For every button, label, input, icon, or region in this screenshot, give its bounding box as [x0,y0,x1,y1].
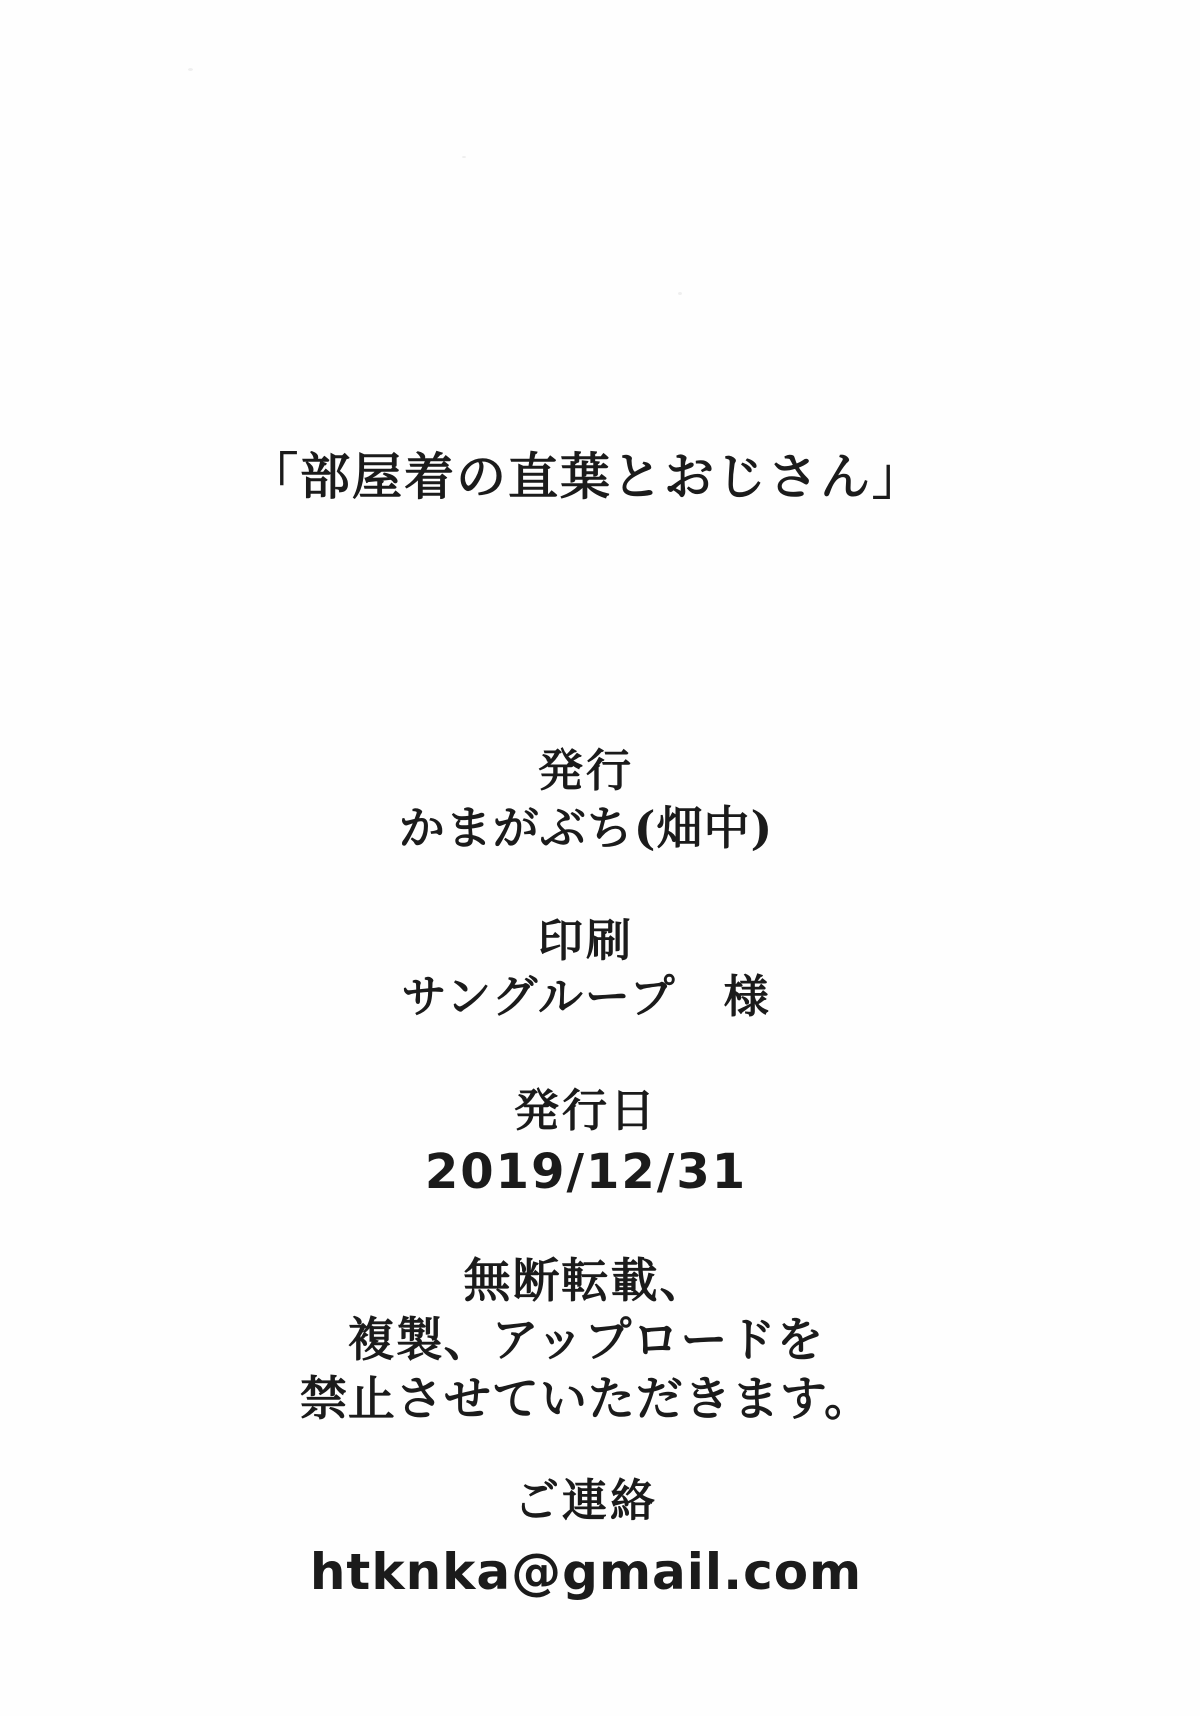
contact-email: htknka@gmail.com [309,1543,863,1601]
publisher-heading: 発行 [537,744,634,797]
copyright-notice-line-3: 禁止させていただきます。 [299,1372,873,1427]
contact-heading: ご連絡 [513,1474,658,1527]
copyright-notice-line-1: 無断転載、 [463,1254,709,1309]
publisher-name: かまがぶち(畑中) [398,801,774,855]
scan-speck [462,156,466,158]
publication-date: 2019/12/31 [424,1144,748,1200]
scan-speck [188,68,193,71]
book-title: 「部屋着の直葉とおじさん」 [248,447,924,506]
copyright-notice-line-2: 複製、アップロードを [347,1313,825,1368]
scan-speck [678,292,682,295]
publication-date-heading: 発行日 [513,1084,658,1137]
printer-heading: 印刷 [537,914,634,967]
printer-name: サングループ 様 [401,970,771,1023]
